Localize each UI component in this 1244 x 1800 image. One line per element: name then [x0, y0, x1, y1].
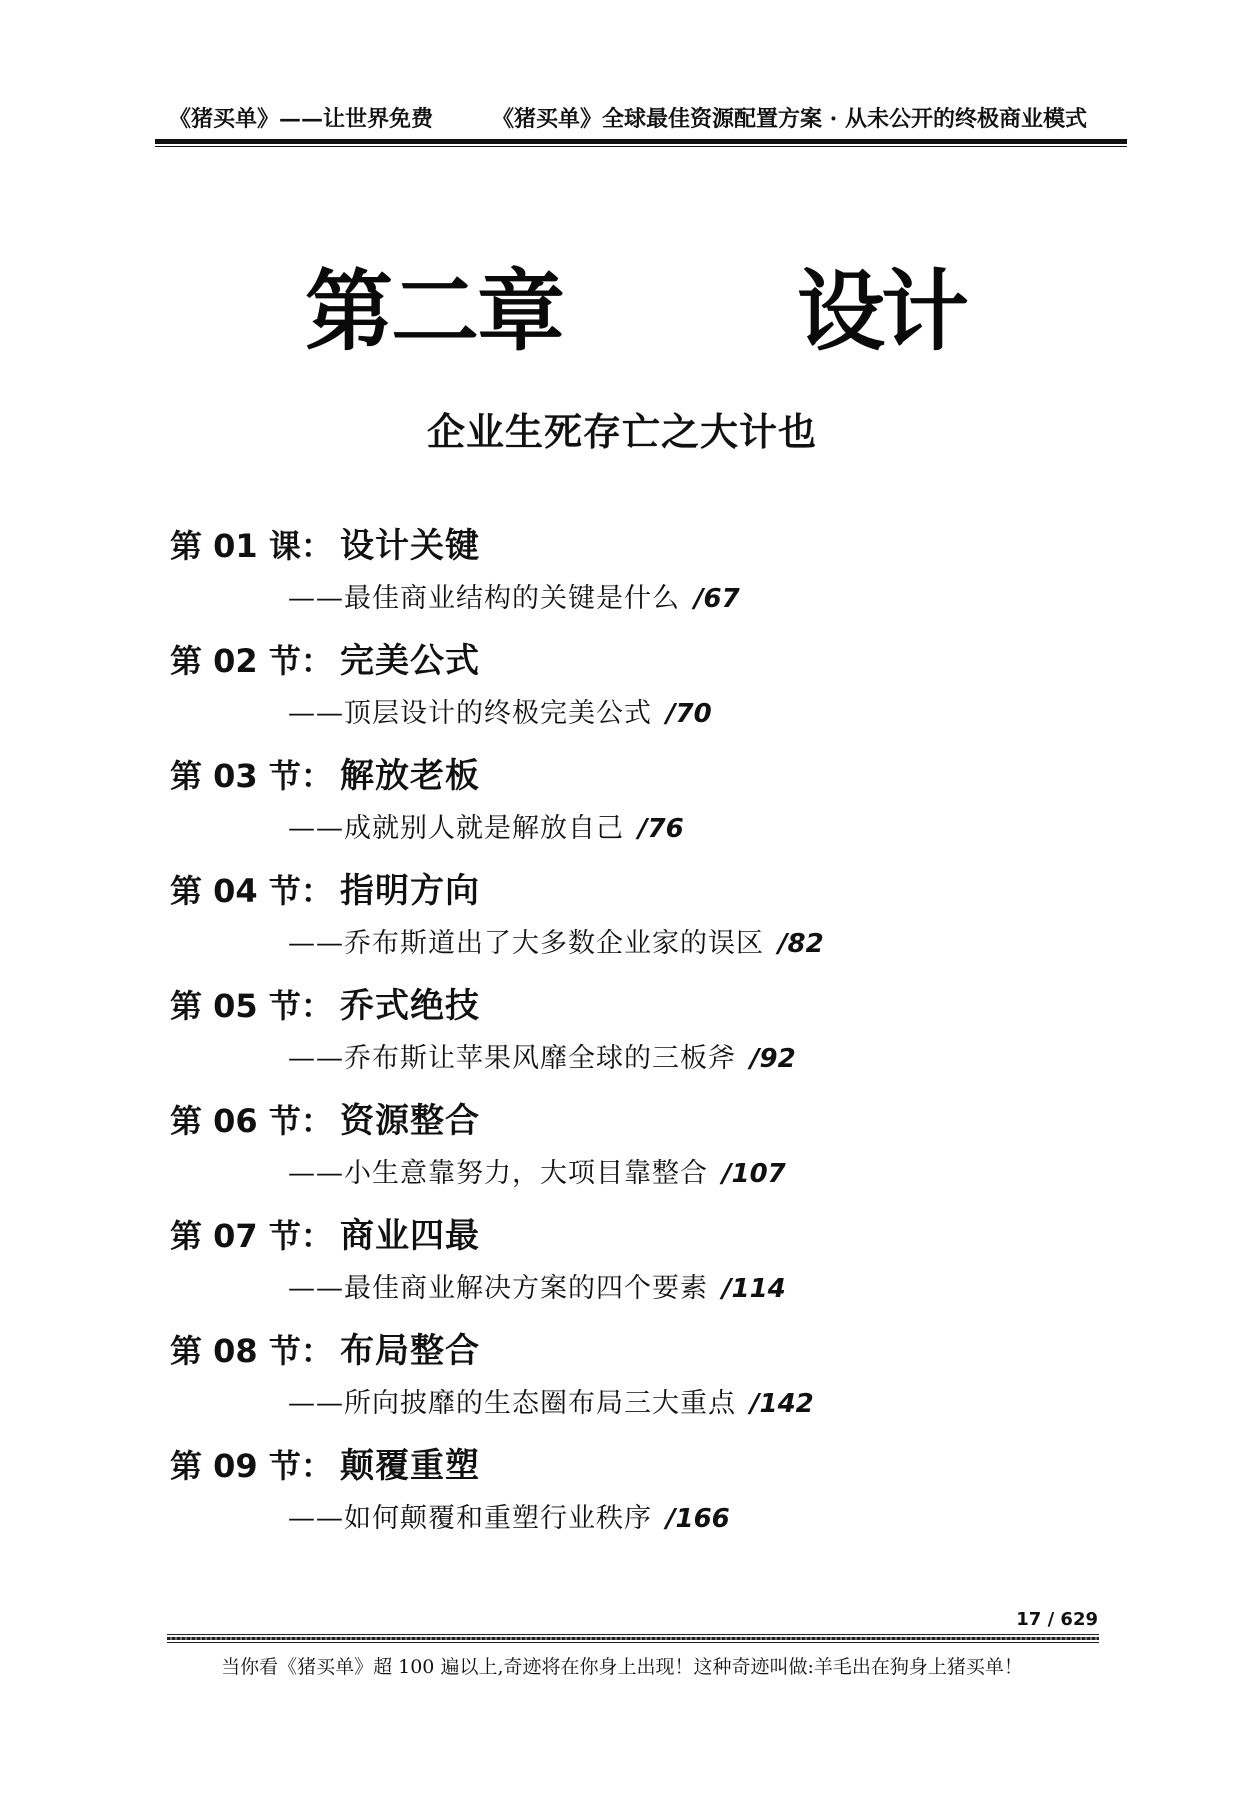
- toc-section-title: 指明方向: [340, 871, 480, 911]
- footer-rule-dotted: [167, 1637, 1099, 1640]
- toc-page-number: /70: [666, 699, 712, 729]
- header-rule-thin: [155, 146, 1127, 147]
- toc-section-title: 设计关键: [340, 526, 480, 566]
- toc-description: ——小生意靠努力，大项目靠整合: [288, 1158, 708, 1189]
- toc-description: ——所向披靡的生态圈布局三大重点: [288, 1388, 736, 1419]
- toc-item[interactable]: [170, 982, 1070, 1097]
- toc-page-number: /67: [694, 584, 740, 614]
- toc-page-number: /82: [778, 929, 824, 959]
- chapter-title-tail-clip: [796, 260, 965, 363]
- footer-rule: [167, 1634, 1099, 1635]
- toc-item[interactable]: [170, 1097, 1070, 1212]
- page-header: [155, 104, 1127, 134]
- toc-description: ——如何颠覆和重塑行业秩序: [288, 1503, 652, 1534]
- toc-subline: [288, 1384, 814, 1424]
- toc-subline: [288, 809, 684, 849]
- header-left-text: 《猪买单》——让世界免费: [169, 106, 434, 132]
- toc-subline: [288, 579, 740, 619]
- toc-description: ——顶层设计的终极完美公式: [288, 698, 652, 729]
- toc-section-title: 颠覆重塑: [340, 1446, 480, 1486]
- toc-page-number: /142: [750, 1389, 814, 1419]
- footer-rule-bottom: [167, 1642, 1099, 1643]
- toc-section-title: 资源整合: [340, 1101, 480, 1141]
- toc-section-number: 第 06 节：: [170, 1102, 333, 1140]
- toc-heading: [170, 1212, 480, 1260]
- header-rule: [155, 139, 1127, 144]
- toc-section-number: 第 05 节：: [170, 987, 333, 1025]
- toc-item[interactable]: [170, 1442, 1070, 1557]
- page-number: 17 / 629: [1016, 1609, 1098, 1630]
- chapter-title: [305, 262, 965, 372]
- toc-item[interactable]: [170, 637, 1070, 752]
- toc-description: ——乔布斯道出了大多数企业家的误区: [288, 928, 764, 959]
- toc-heading: [170, 1442, 480, 1490]
- toc-section-number: 第 01 课：: [170, 527, 333, 565]
- toc-page-number: /92: [750, 1044, 796, 1074]
- toc-heading: [170, 867, 480, 915]
- toc-item[interactable]: [170, 1327, 1070, 1442]
- toc-item[interactable]: [170, 867, 1070, 982]
- toc-item[interactable]: [170, 522, 1070, 637]
- toc-subline: [288, 1039, 796, 1079]
- toc-subline: [288, 1499, 730, 1539]
- toc-description: ——最佳商业解决方案的四个要素: [288, 1273, 708, 1304]
- toc-section-number: 第 07 节：: [170, 1217, 333, 1255]
- toc-page-number: /107: [722, 1159, 786, 1189]
- toc-subline: [288, 924, 824, 964]
- toc-item[interactable]: [170, 752, 1070, 867]
- chapter-subtitle: 企业生死存亡之大计也: [426, 409, 817, 454]
- toc-section-number: 第 08 节：: [170, 1332, 333, 1370]
- chapter-title-tail: 设计: [796, 260, 965, 363]
- toc-subline: [288, 694, 712, 734]
- toc-heading: [170, 1097, 480, 1145]
- toc-section-title: 解放老板: [340, 756, 480, 796]
- footer-text: 当你看《猪买单》超 100 遍以上,奇迹将在你身上出现！这种奇迹叫做:羊毛出在狗身上猪买单！: [221, 1656, 1023, 1678]
- toc-page-number: /114: [722, 1274, 786, 1304]
- header-right-text: 《猪买单》全球最佳资源配置方案 · 从未公开的终极商业模式: [492, 106, 1087, 132]
- toc-section-title: 布局整合: [340, 1331, 480, 1371]
- toc-section-title: 完美公式: [340, 641, 480, 681]
- toc-subline: [288, 1269, 786, 1309]
- toc-heading: [170, 1327, 480, 1375]
- toc-section-number: 第 02 节：: [170, 642, 333, 680]
- toc-page-number: /166: [666, 1504, 730, 1534]
- toc-description: ——最佳商业结构的关键是什么: [288, 583, 680, 614]
- toc-description: ——成就别人就是解放自己: [288, 813, 624, 844]
- toc-heading: [170, 982, 480, 1030]
- toc-section-number: 第 09 节：: [170, 1447, 333, 1485]
- toc-section-title: 商业四最: [340, 1216, 480, 1256]
- toc-heading: [170, 522, 480, 570]
- toc-heading: [170, 637, 480, 685]
- toc-page-number: /76: [638, 814, 684, 844]
- toc-subline: [288, 1154, 786, 1194]
- toc-section-number: 第 04 节：: [170, 872, 333, 910]
- toc-section-number: 第 03 节：: [170, 757, 333, 795]
- toc-item[interactable]: [170, 1212, 1070, 1327]
- chapter-title-main: 第二章: [305, 260, 564, 363]
- toc-description: ——乔布斯让苹果风靡全球的三板斧: [288, 1043, 736, 1074]
- table-of-contents: [170, 522, 1070, 1557]
- toc-section-title: 乔式绝技: [340, 986, 480, 1026]
- toc-heading: [170, 752, 480, 800]
